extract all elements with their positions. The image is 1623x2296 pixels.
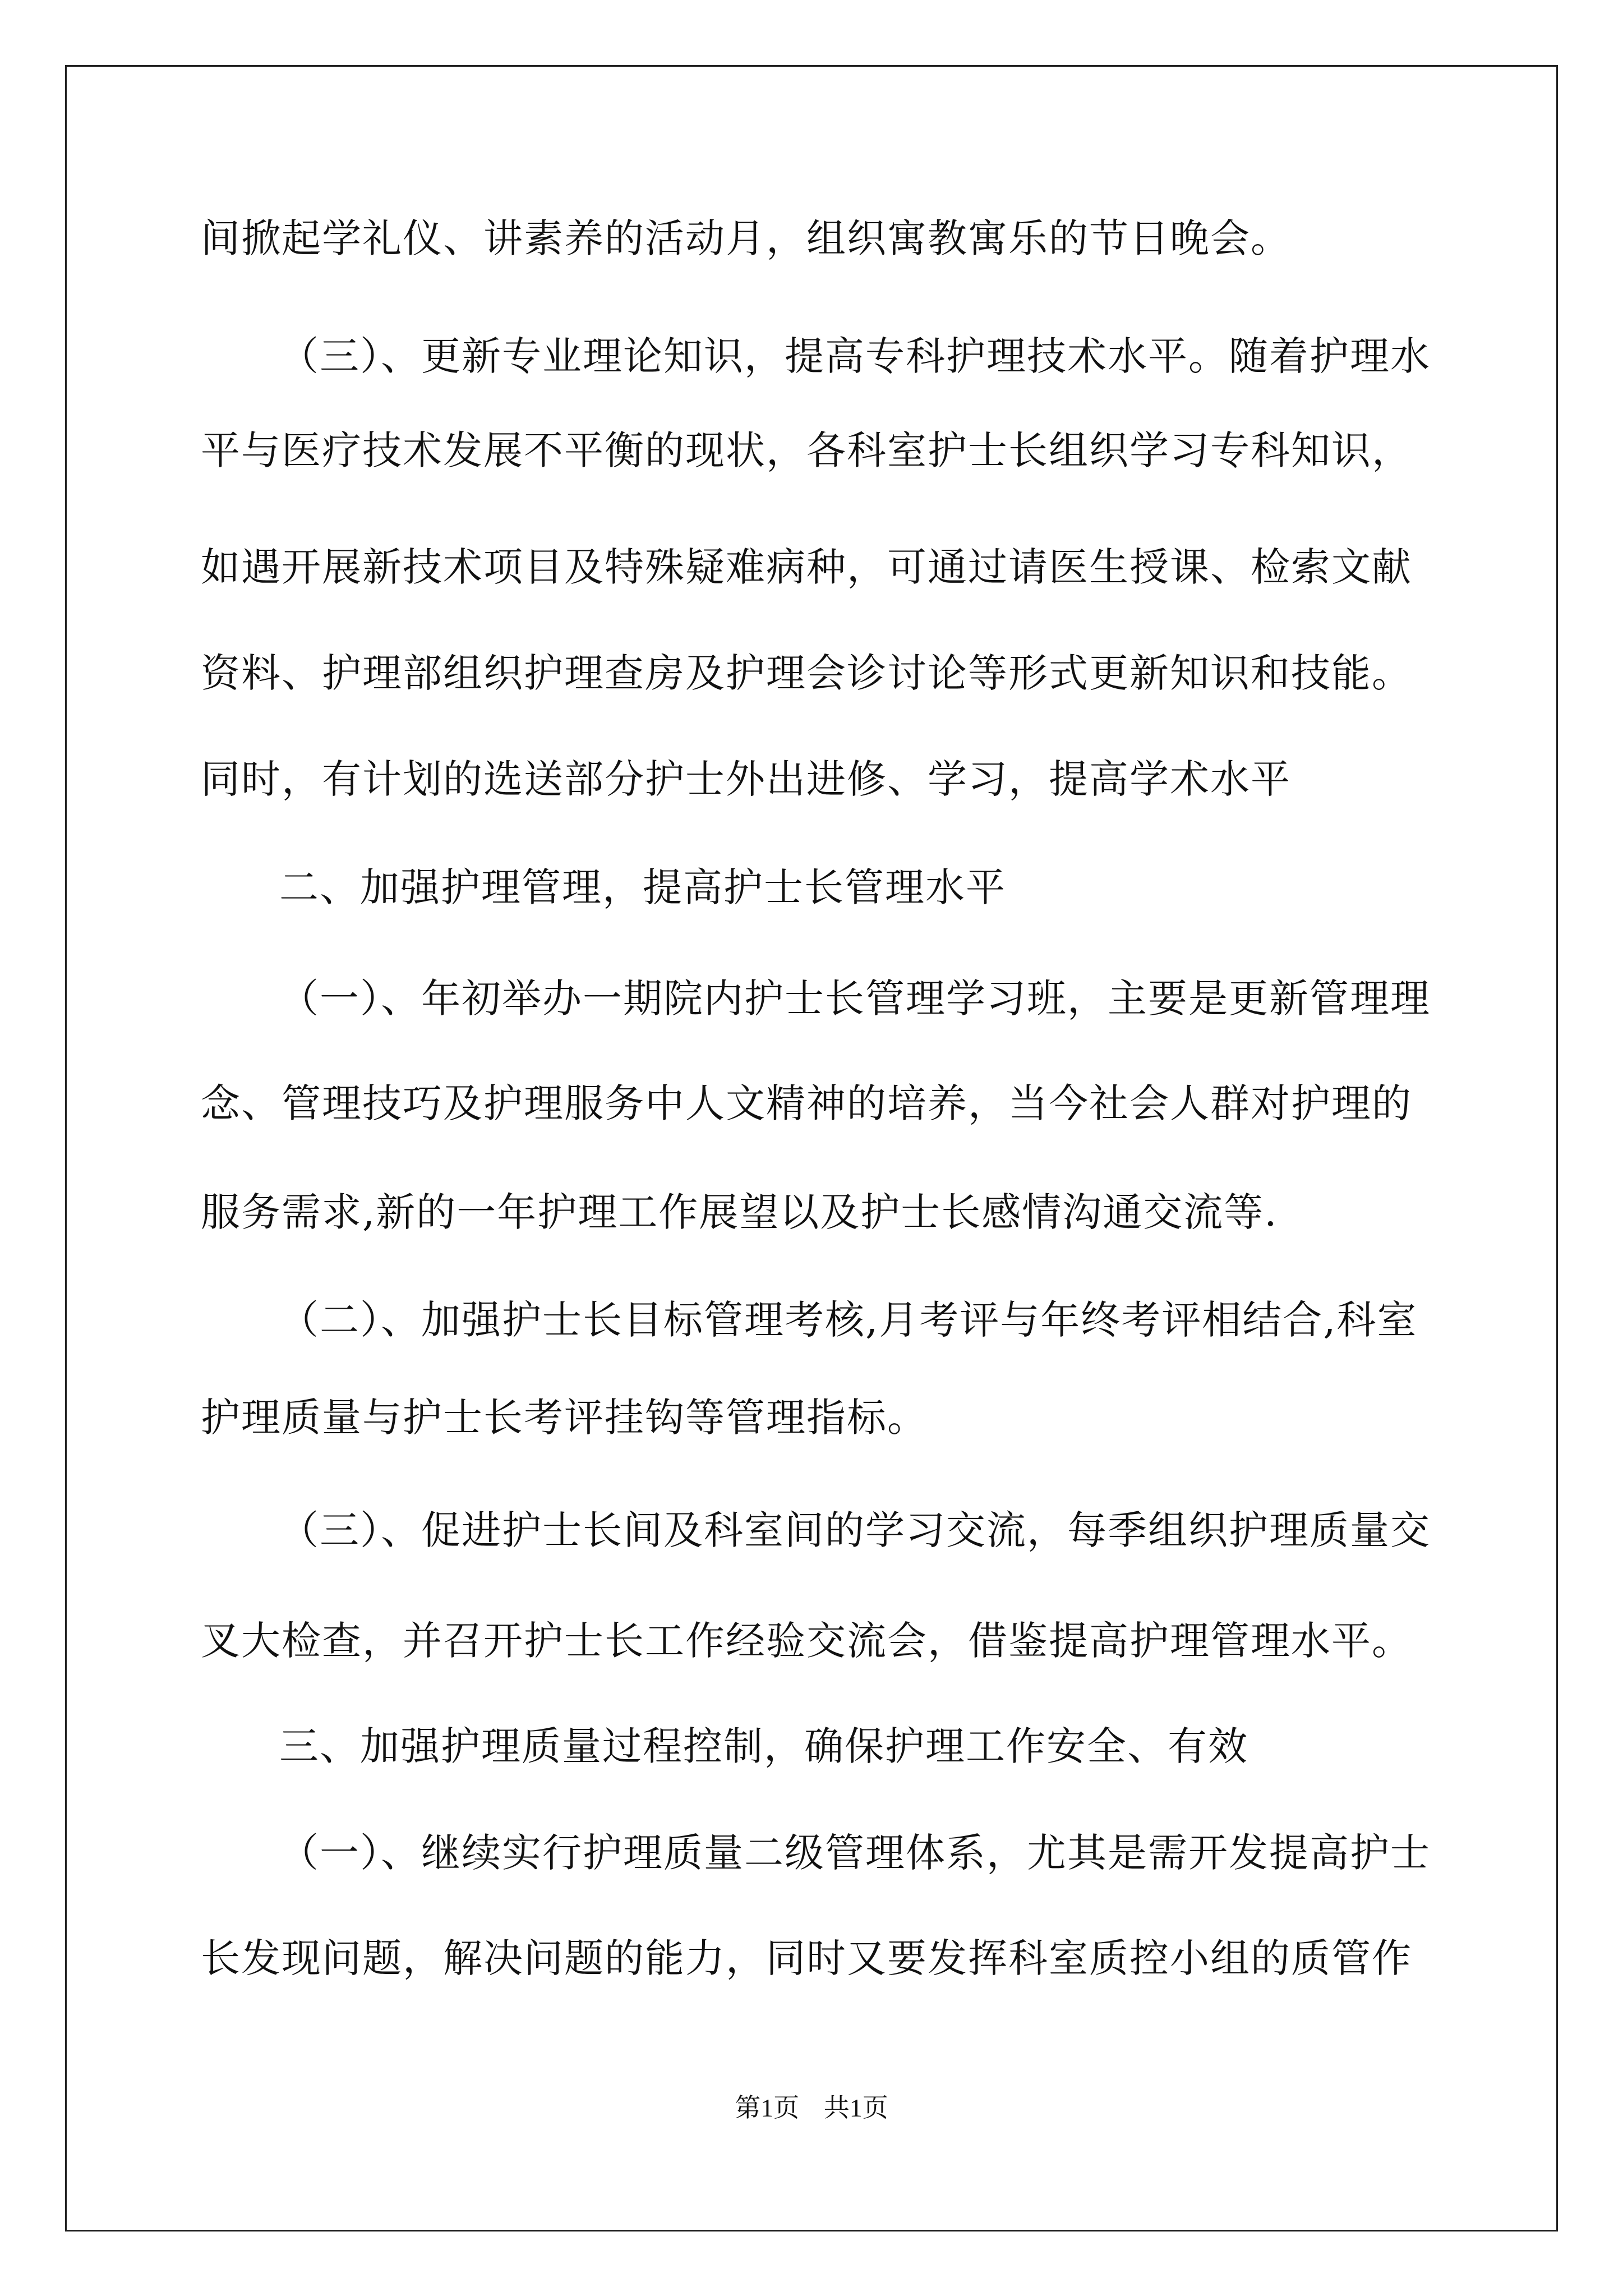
- text-line: 念、管理技巧及护理服务中人文精神的培养，当今社会人群对护理的: [201, 1080, 1412, 1126]
- text-line: 资料、护理部组织护理查房及护理会诊讨论等形式更新知识和技能。: [201, 650, 1412, 696]
- text-line: 叉大检查，并召开护士长工作经验交流会，借鉴提高护理管理水平。: [201, 1618, 1412, 1664]
- text-line: 同时，有计划的选送部分护士外出进修、学习，提高学术水平: [201, 756, 1291, 802]
- section-heading: 三、加强护理质量过程控制，确保护理工作安全、有效: [279, 1723, 1248, 1769]
- page-footer: [0, 2091, 1623, 2125]
- paragraph-start-line: （一）、年初举办一期院内护士长管理学习班，主要是更新管理理: [279, 976, 1431, 1022]
- paragraph-start-line: （一）、继续实行护理质量二级管理体系，尤其是需开发提高护士: [279, 1830, 1431, 1876]
- paragraph-start-line: （三）、更新专业理论知识，提高专科护理技术水平。随着护理水: [279, 333, 1431, 379]
- text-line: 长发现问题，解决问题的能力，同时又要发挥科室质控小组的质管作: [201, 1935, 1412, 1981]
- section-heading: 二、加强护理管理，提高护士长管理水平: [279, 864, 1006, 910]
- text-line: 服务需求,新的一年护理工作展望以及护士长感情沟通交流等.: [201, 1189, 1278, 1235]
- text-line: 如遇开展新技术项目及特殊疑难病种，可通过请医生授课、检索文献: [201, 544, 1412, 590]
- page-border: [65, 65, 1558, 2231]
- text-line: 间掀起学礼仪、讲素养的活动月，组织寓教寓乐的节日晚会。: [201, 215, 1291, 261]
- page-number: 第1页: [735, 2093, 800, 2122]
- text-line: 护理质量与护士长考评挂钩等管理指标。: [201, 1395, 928, 1441]
- paragraph-start-line: （二）、加强护士长目标管理考核,月考评与年终考评相结合,科室: [279, 1297, 1418, 1343]
- text-line: 平与医疗技术发展不平衡的现状，各科室护士长组织学习专科知识，: [201, 427, 1412, 473]
- paragraph-start-line: （三）、促进护士长间及科室间的学习交流，每季组织护理质量交: [279, 1507, 1431, 1553]
- page-total: 共1页: [823, 2093, 888, 2122]
